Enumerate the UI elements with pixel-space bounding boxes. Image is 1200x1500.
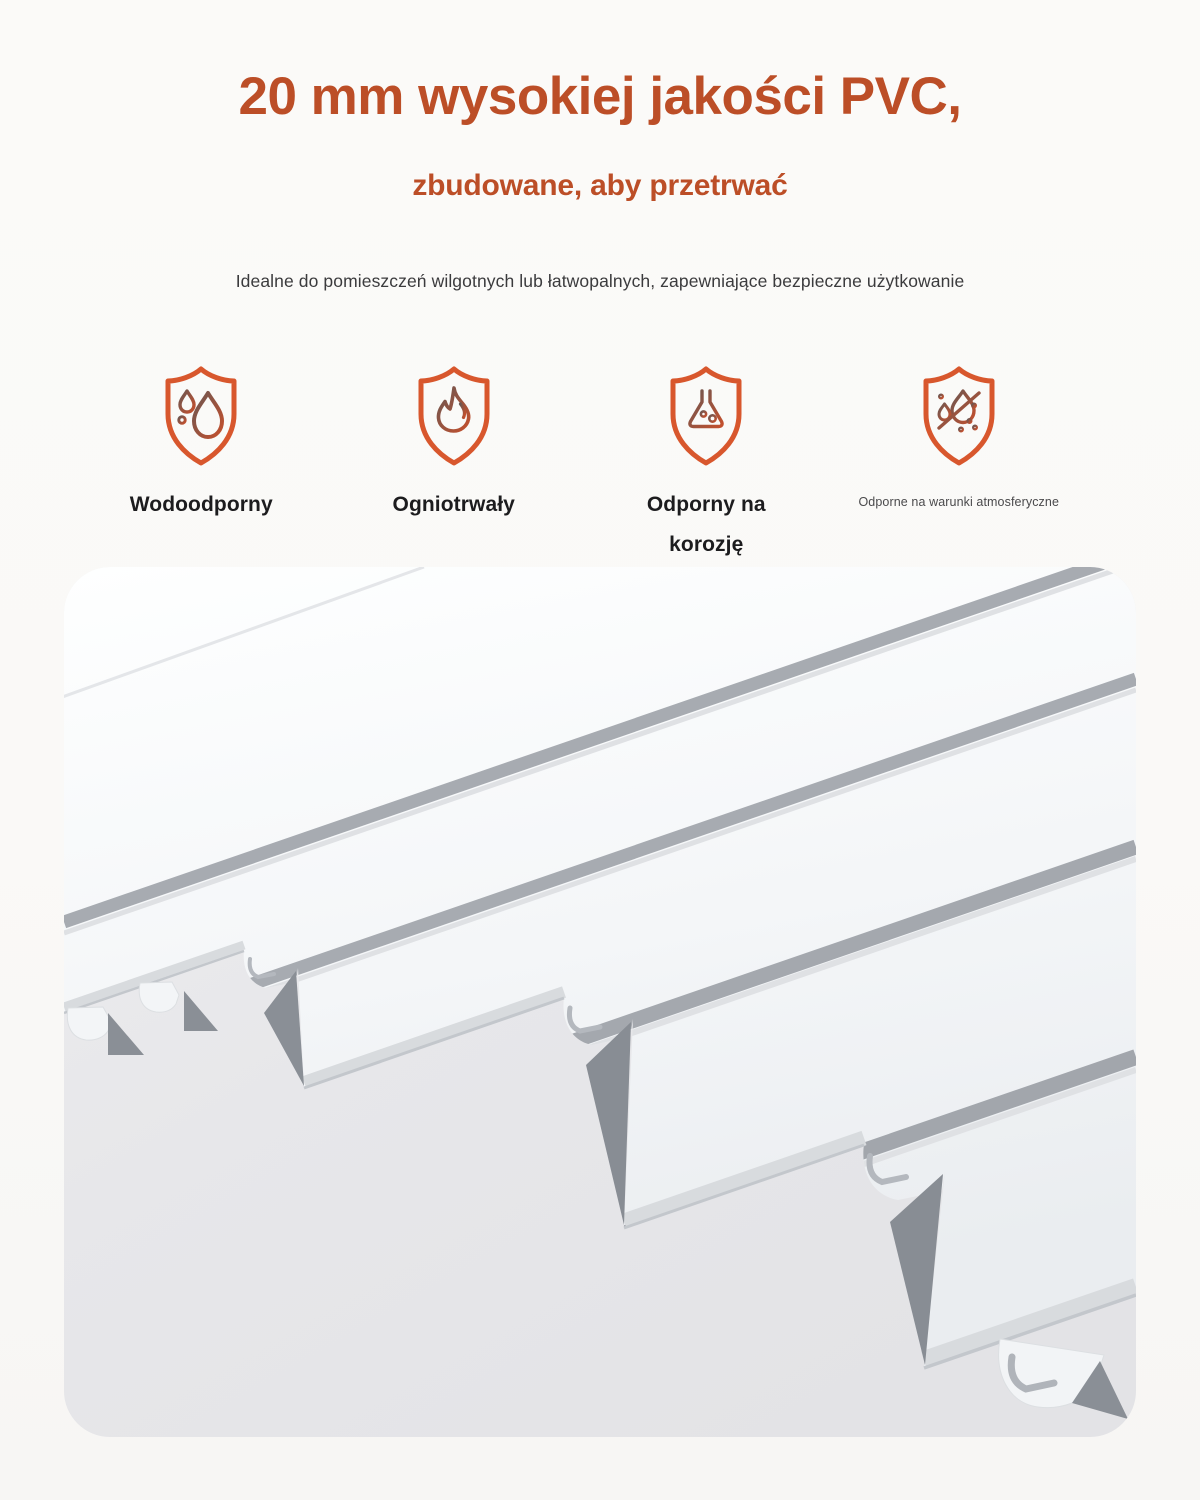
page-title: 20 mm wysokiej jakości PVC, bbox=[238, 67, 962, 126]
hero-section bbox=[0, 0, 1200, 293]
page-description: Idealne do pomieszczeń wilgotnych lub łatwopalnych, zapewniające bezpieczne użytkowanie bbox=[235, 271, 965, 292]
page-subtitle: zbudowane, aby przetrwać bbox=[412, 169, 788, 203]
product-image bbox=[64, 567, 1136, 1437]
pvc-panels-render bbox=[64, 567, 1136, 1437]
feature-corrosion bbox=[580, 364, 833, 565]
shield-flask-icon bbox=[580, 364, 833, 468]
feature-label-corrosion: Odporny na korozję bbox=[646, 493, 766, 556]
feature-waterproof bbox=[75, 364, 328, 565]
feature-label-waterproof: Wodoodporny bbox=[129, 493, 273, 516]
feature-fireproof bbox=[328, 364, 581, 565]
feature-weather bbox=[833, 364, 1086, 565]
shield-water-drops-icon bbox=[75, 364, 328, 468]
shield-flame-icon bbox=[328, 364, 581, 468]
shield-weather-icon bbox=[833, 364, 1086, 468]
features-row bbox=[75, 364, 1085, 565]
feature-label-weather: Odporne na warunki atmosferyczne bbox=[858, 495, 1060, 509]
feature-label-fireproof: Ogniotrwały bbox=[392, 493, 515, 516]
